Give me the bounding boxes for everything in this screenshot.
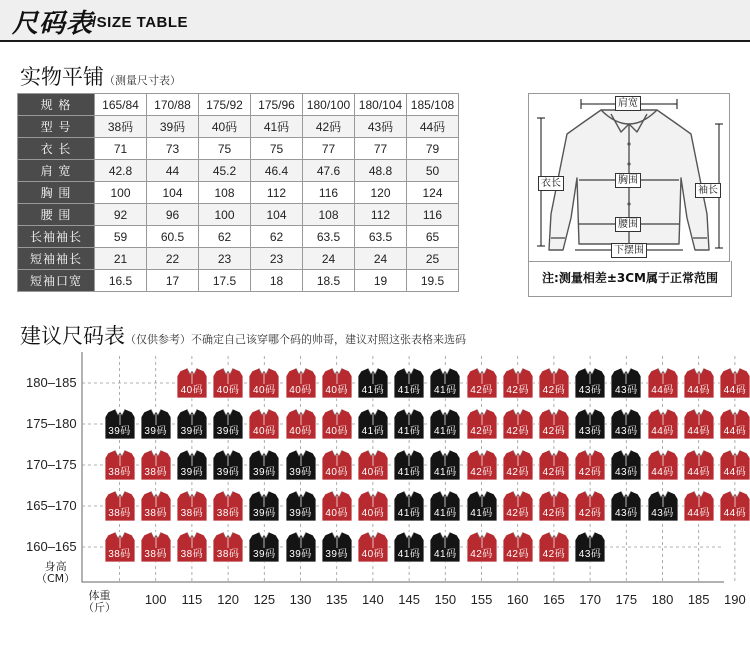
table-cell: 73 [147, 138, 199, 160]
shirt-size-mark [611, 367, 641, 399]
col-label-weight: 180 [651, 592, 674, 607]
shirt-size-label: 41码 [397, 508, 421, 519]
axis-y-unit-line: （CM） [36, 572, 76, 585]
table-cell: 42码 [303, 116, 355, 138]
shirt-size-label: 44码 [723, 508, 747, 519]
row-header: 型 号 [18, 116, 95, 138]
shirt-size-mark [503, 531, 533, 563]
shirt-size-mark [322, 367, 352, 399]
table-cell: 40码 [199, 116, 251, 138]
shirt-size-mark [539, 531, 569, 563]
table-cell: 100 [95, 182, 147, 204]
shirt-size-mark [394, 449, 424, 481]
shirt-size-mark [575, 531, 605, 563]
shirt-size-mark [177, 449, 207, 481]
section-recommend-heading: 建议尺码表 [20, 324, 125, 348]
shirt-size-mark [322, 531, 352, 563]
shirt-size-label: 39码 [144, 426, 167, 437]
row-header: 肩 宽 [18, 160, 95, 182]
col-label-weight: 175 [615, 592, 638, 607]
table-row [18, 226, 459, 248]
shirt-size-mark [177, 531, 207, 563]
shirt-size-mark [611, 408, 641, 440]
shirt-size-mark [358, 408, 388, 440]
table-cell: 170/88 [147, 94, 199, 116]
shirt-size-mark [141, 408, 171, 440]
row-label-height: 180–185 [26, 375, 77, 390]
table-cell: 43码 [355, 116, 407, 138]
table-cell: 41码 [251, 116, 303, 138]
shirt-size-label: 41码 [397, 385, 421, 396]
shirt-size-mark [105, 531, 135, 563]
table-cell: 25 [407, 248, 459, 270]
shirt-size-mark [467, 408, 497, 440]
table-cell: 104 [251, 204, 303, 226]
shirt-size-label: 44码 [687, 508, 710, 519]
shirt-size-mark [177, 408, 207, 440]
shirt-size-label: 42码 [542, 385, 566, 396]
shirt-size-mark [575, 408, 605, 440]
header-title-en: /SIZE TABLE [92, 14, 189, 31]
label-sleeve: 袖长 [695, 183, 721, 198]
shirt-size-label: 38码 [216, 508, 240, 519]
shirt-size-label: 43码 [614, 426, 638, 437]
shirt-size-label: 38码 [108, 508, 131, 519]
table-cell: 116 [407, 204, 459, 226]
shirt-size-label: 41码 [433, 385, 457, 396]
shirt-size-mark [105, 408, 135, 440]
table-cell: 108 [199, 182, 251, 204]
row-header: 衣 长 [18, 138, 95, 160]
shirt-size-label: 38码 [144, 467, 167, 478]
table-cell: 77 [355, 138, 407, 160]
col-label-weight: 170 [579, 592, 601, 607]
table-cell: 44 [147, 160, 199, 182]
row-header: 长袖袖长 [18, 226, 95, 248]
shirt-size-mark [611, 490, 641, 522]
shirt-size-mark [575, 367, 605, 399]
shirt-size-label: 40码 [361, 467, 385, 478]
col-label-weight: 145 [398, 592, 420, 607]
shirt-size-mark [503, 367, 533, 399]
row-label-height: 170–175 [26, 457, 77, 472]
shirt-size-label: 41码 [397, 549, 421, 560]
table-cell: 21 [95, 248, 147, 270]
table-cell: 17 [147, 270, 199, 292]
shirt-size-label: 38码 [108, 467, 131, 478]
tolerance-note: 注:测量相差±3CM属于正常范围 [528, 261, 732, 297]
shirt-size-mark [105, 490, 135, 522]
shirt-size-label: 42码 [542, 467, 566, 478]
row-header: 规 格 [18, 94, 95, 116]
shirt-size-label: 40码 [252, 426, 276, 437]
col-label-weight: 140 [362, 592, 384, 607]
shirt-size-label: 44码 [651, 426, 674, 437]
table-cell: 18.5 [303, 270, 355, 292]
col-label-weight: 135 [325, 592, 348, 607]
shirt-size-mark [575, 449, 605, 481]
shirt-size-label: 42码 [506, 508, 529, 519]
shirt-size-mark [141, 449, 171, 481]
table-cell: 116 [303, 182, 355, 204]
table-cell: 65 [407, 226, 459, 248]
table-cell: 112 [251, 182, 303, 204]
shirt-size-mark [249, 449, 279, 481]
row-header: 短袖口宽 [18, 270, 95, 292]
row-label-height: 175–180 [26, 416, 77, 431]
shirt-size-label: 39码 [180, 426, 204, 437]
shirt-size-label: 43码 [578, 549, 602, 560]
shirt-size-mark [575, 490, 605, 522]
shirt-size-label: 39码 [252, 467, 276, 478]
section-recommend-subtitle: （仅供参考）不确定自己该穿哪个码的帅哥，建议对照这张表格来选码 [125, 333, 466, 346]
shirt-size-label: 39码 [325, 549, 348, 560]
shirt-size-mark [430, 367, 460, 399]
shirt-size-mark [105, 449, 135, 481]
row-header: 胸 围 [18, 182, 95, 204]
col-label-weight: 100 [144, 592, 167, 607]
col-label-weight: 150 [434, 592, 457, 607]
table-cell: 62 [251, 226, 303, 248]
axis-x-unit-line: （斤） [83, 601, 116, 614]
shirt-size-label: 42码 [506, 426, 529, 437]
shirt-size-label: 40码 [361, 549, 385, 560]
shirt-size-label: 38码 [180, 508, 204, 519]
shirt-size-label: 42码 [506, 549, 529, 560]
shirt-size-label: 43码 [614, 508, 638, 519]
table-cell: 48.8 [355, 160, 407, 182]
garment-diagram [528, 93, 730, 262]
shirt-size-mark [684, 490, 714, 522]
shirt-size-label: 42码 [470, 426, 493, 437]
axis-x-name-line: 体重 [88, 589, 111, 602]
table-cell: 42.8 [95, 160, 147, 182]
shirt-size-label: 44码 [651, 467, 674, 478]
shirt-size-label: 40码 [325, 508, 348, 519]
shirt-size-mark [177, 367, 207, 399]
shirt-size-mark [684, 449, 714, 481]
shirt-size-mark [213, 531, 243, 563]
row-header: 短袖袖长 [18, 248, 95, 270]
table-cell: 71 [95, 138, 147, 160]
row-header: 腰 围 [18, 204, 95, 226]
shirt-size-mark [467, 367, 497, 399]
shirt-size-mark [249, 408, 279, 440]
shirt-size-mark [249, 367, 279, 399]
shirt-size-mark [430, 490, 460, 522]
shirt-size-mark [394, 408, 424, 440]
shirt-size-label: 41码 [361, 385, 385, 396]
shirt-size-label: 40码 [361, 508, 385, 519]
shirt-size-mark [503, 449, 533, 481]
shirt-size-mark [358, 531, 388, 563]
shirt-size-label: 40码 [180, 385, 204, 396]
table-cell: 120 [355, 182, 407, 204]
col-label-weight: 125 [253, 592, 276, 607]
shirt-size-mark [467, 531, 497, 563]
shirt-size-label: 42码 [470, 549, 493, 560]
shirt-size-label: 38码 [216, 549, 240, 560]
shirt-size-mark [322, 490, 352, 522]
shirt-size-label: 38码 [144, 508, 167, 519]
shirt-size-label: 39码 [289, 508, 312, 519]
table-cell: 19.5 [407, 270, 459, 292]
table-cell: 104 [147, 182, 199, 204]
table-cell: 100 [199, 204, 251, 226]
section-recommend-title [20, 320, 466, 350]
row-label-height: 160–165 [26, 539, 77, 554]
shirt-size-mark [684, 408, 714, 440]
col-label-weight: 190 [724, 592, 746, 607]
header-band [0, 0, 750, 42]
shirt-size-mark [286, 449, 316, 481]
table-cell: 16.5 [95, 270, 147, 292]
shirt-size-label: 44码 [687, 467, 710, 478]
shirt-size-label: 40码 [289, 426, 312, 437]
col-label-weight: 130 [289, 592, 312, 607]
shirt-size-mark [503, 408, 533, 440]
shirt-size-label: 39码 [289, 467, 312, 478]
shirt-size-label: 44码 [723, 426, 747, 437]
table-row [18, 138, 459, 160]
table-cell: 44码 [407, 116, 459, 138]
shirt-size-label: 42码 [578, 508, 602, 519]
shirt-size-mark [286, 490, 316, 522]
shirt-size-label: 41码 [397, 467, 421, 478]
shirt-size-mark [286, 531, 316, 563]
shirt-size-mark [720, 408, 750, 440]
table-row [18, 204, 459, 226]
shirt-size-mark [720, 367, 750, 399]
shirt-size-label: 39码 [289, 549, 312, 560]
col-label-weight: 155 [470, 592, 493, 607]
shirt-size-label: 40码 [325, 385, 348, 396]
shirt-size-label: 40码 [252, 385, 276, 396]
shirt-size-mark [430, 531, 460, 563]
shirt-size-mark [611, 449, 641, 481]
shirt-size-mark [720, 490, 750, 522]
shirt-size-label: 42码 [542, 508, 566, 519]
shirt-size-mark [213, 490, 243, 522]
header-title-zh: 尺码表 [12, 9, 94, 39]
shirt-size-mark [358, 367, 388, 399]
shirt-size-mark [213, 367, 243, 399]
shirt-size-label: 43码 [651, 508, 674, 519]
section-measure-heading: 实物平铺 [20, 65, 104, 89]
shirt-size-label: 41码 [470, 508, 493, 519]
table-cell: 39码 [147, 116, 199, 138]
axis-y-name [36, 561, 75, 585]
shirt-size-label: 39码 [216, 426, 240, 437]
table-cell: 23 [199, 248, 251, 270]
shirt-size-label: 43码 [578, 426, 602, 437]
shirt-size-label: 42码 [506, 385, 529, 396]
col-label-weight: 120 [217, 592, 239, 607]
shirt-size-mark [539, 490, 569, 522]
shirt-size-mark [213, 408, 243, 440]
section-measure-subtitle: （测量尺寸表） [104, 74, 181, 87]
shirt-size-mark [286, 367, 316, 399]
shirt-size-label: 40码 [289, 385, 312, 396]
table-cell: 47.6 [303, 160, 355, 182]
table-cell: 180/104 [355, 94, 407, 116]
table-cell: 23 [251, 248, 303, 270]
shirt-size-label: 40码 [325, 426, 348, 437]
shirt-size-mark [467, 490, 497, 522]
table-cell: 75 [251, 138, 303, 160]
shirt-size-mark [286, 408, 316, 440]
table-cell: 165/84 [95, 94, 147, 116]
table-row [18, 248, 459, 270]
shirt-size-label: 40码 [216, 385, 240, 396]
shirt-size-label: 41码 [433, 508, 457, 519]
shirt-size-label: 39码 [252, 549, 276, 560]
table-cell: 75 [199, 138, 251, 160]
size-table [17, 93, 459, 292]
table-cell: 63.5 [355, 226, 407, 248]
table-cell: 46.4 [251, 160, 303, 182]
shirt-size-mark [539, 408, 569, 440]
shirt-size-mark [394, 490, 424, 522]
col-label-weight: 165 [543, 592, 565, 607]
axis-x-name [83, 590, 116, 614]
shirt-size-label: 42码 [542, 549, 566, 560]
shirt-size-mark [249, 490, 279, 522]
shirt-size-mark [684, 367, 714, 399]
shirt-size-mark [503, 490, 533, 522]
table-cell: 124 [407, 182, 459, 204]
shirt-size-label: 42码 [542, 426, 566, 437]
shirt-size-mark [467, 449, 497, 481]
shirt-size-label: 41码 [433, 467, 457, 478]
shirt-size-mark [141, 531, 171, 563]
table-cell: 92 [95, 204, 147, 226]
col-label-weight: 160 [506, 592, 529, 607]
shirt-size-label: 41码 [433, 426, 457, 437]
shirt-size-mark [358, 449, 388, 481]
table-cell: 180/100 [303, 94, 355, 116]
table-row [18, 182, 459, 204]
table-cell: 112 [355, 204, 407, 226]
shirt-size-label: 42码 [470, 385, 493, 396]
shirt-size-label: 42码 [506, 467, 529, 478]
section-measure-title [20, 61, 181, 91]
shirt-size-label: 44码 [723, 467, 747, 478]
shirt-size-label: 40码 [325, 467, 348, 478]
shirt-size-label: 42码 [578, 467, 602, 478]
axis-y-name-line: 身高 [44, 560, 67, 573]
shirt-size-mark [648, 449, 678, 481]
table-cell: 59 [95, 226, 147, 248]
table-cell: 175/92 [199, 94, 251, 116]
col-label-weight: 115 [181, 592, 203, 607]
table-row [18, 94, 459, 116]
table-cell: 77 [303, 138, 355, 160]
table-cell: 19 [355, 270, 407, 292]
shirt-size-mark [322, 408, 352, 440]
table-cell: 108 [303, 204, 355, 226]
table-cell: 62 [199, 226, 251, 248]
table-cell: 63.5 [303, 226, 355, 248]
shirt-size-mark [394, 367, 424, 399]
shirt-size-mark [249, 531, 279, 563]
label-chest: 胸围 [615, 173, 641, 188]
label-waist: 腰围 [615, 217, 641, 232]
table-cell: 185/108 [407, 94, 459, 116]
table-cell: 17.5 [199, 270, 251, 292]
shirt-size-label: 44码 [687, 385, 710, 396]
shirt-size-mark [430, 408, 460, 440]
shirt-size-label: 39码 [252, 508, 276, 519]
label-hem: 下摆围 [611, 243, 647, 258]
shirt-size-label: 41码 [433, 549, 457, 560]
shirt-size-label: 43码 [614, 385, 638, 396]
label-shoulder: 肩宽 [615, 96, 641, 111]
table-cell: 96 [147, 204, 199, 226]
table-cell: 22 [147, 248, 199, 270]
table-cell: 175/96 [251, 94, 303, 116]
shirt-size-label: 38码 [180, 549, 204, 560]
label-length: 衣长 [538, 176, 564, 191]
shirt-size-mark [539, 367, 569, 399]
shirt-size-label: 39码 [180, 467, 204, 478]
shirt-size-mark [322, 449, 352, 481]
table-cell: 60.5 [147, 226, 199, 248]
table-cell: 50 [407, 160, 459, 182]
shirt-size-label: 42码 [470, 467, 493, 478]
table-cell: 79 [407, 138, 459, 160]
table-cell: 38码 [95, 116, 147, 138]
shirt-size-mark [358, 490, 388, 522]
shirt-size-mark [720, 449, 750, 481]
shirt-size-mark [539, 449, 569, 481]
table-cell: 18 [251, 270, 303, 292]
shirt-size-mark [648, 367, 678, 399]
shirt-size-mark [394, 531, 424, 563]
row-label-height: 165–170 [26, 498, 77, 513]
table-row [18, 160, 459, 182]
table-row [18, 116, 459, 138]
shirt-size-label: 38码 [108, 549, 131, 560]
shirt-size-mark [177, 490, 207, 522]
shirt-size-label: 39码 [216, 467, 240, 478]
shirt-size-mark [648, 490, 678, 522]
shirt-size-label: 41码 [361, 426, 385, 437]
table-cell: 24 [355, 248, 407, 270]
shirt-size-label: 39码 [108, 426, 131, 437]
shirt-size-label: 43码 [578, 385, 602, 396]
shirt-size-label: 44码 [723, 385, 747, 396]
col-label-weight: 185 [687, 592, 710, 607]
shirt-size-mark [213, 449, 243, 481]
table-cell: 24 [303, 248, 355, 270]
shirt-size-label: 44码 [651, 385, 674, 396]
table-row [18, 270, 459, 292]
shirt-size-mark [648, 408, 678, 440]
shirt-size-label: 41码 [397, 426, 421, 437]
shirt-size-label: 43码 [614, 467, 638, 478]
table-cell: 45.2 [199, 160, 251, 182]
shirt-size-mark [430, 449, 460, 481]
shirt-size-label: 38码 [144, 549, 167, 560]
shirt-size-label: 44码 [687, 426, 710, 437]
shirt-size-mark [141, 490, 171, 522]
